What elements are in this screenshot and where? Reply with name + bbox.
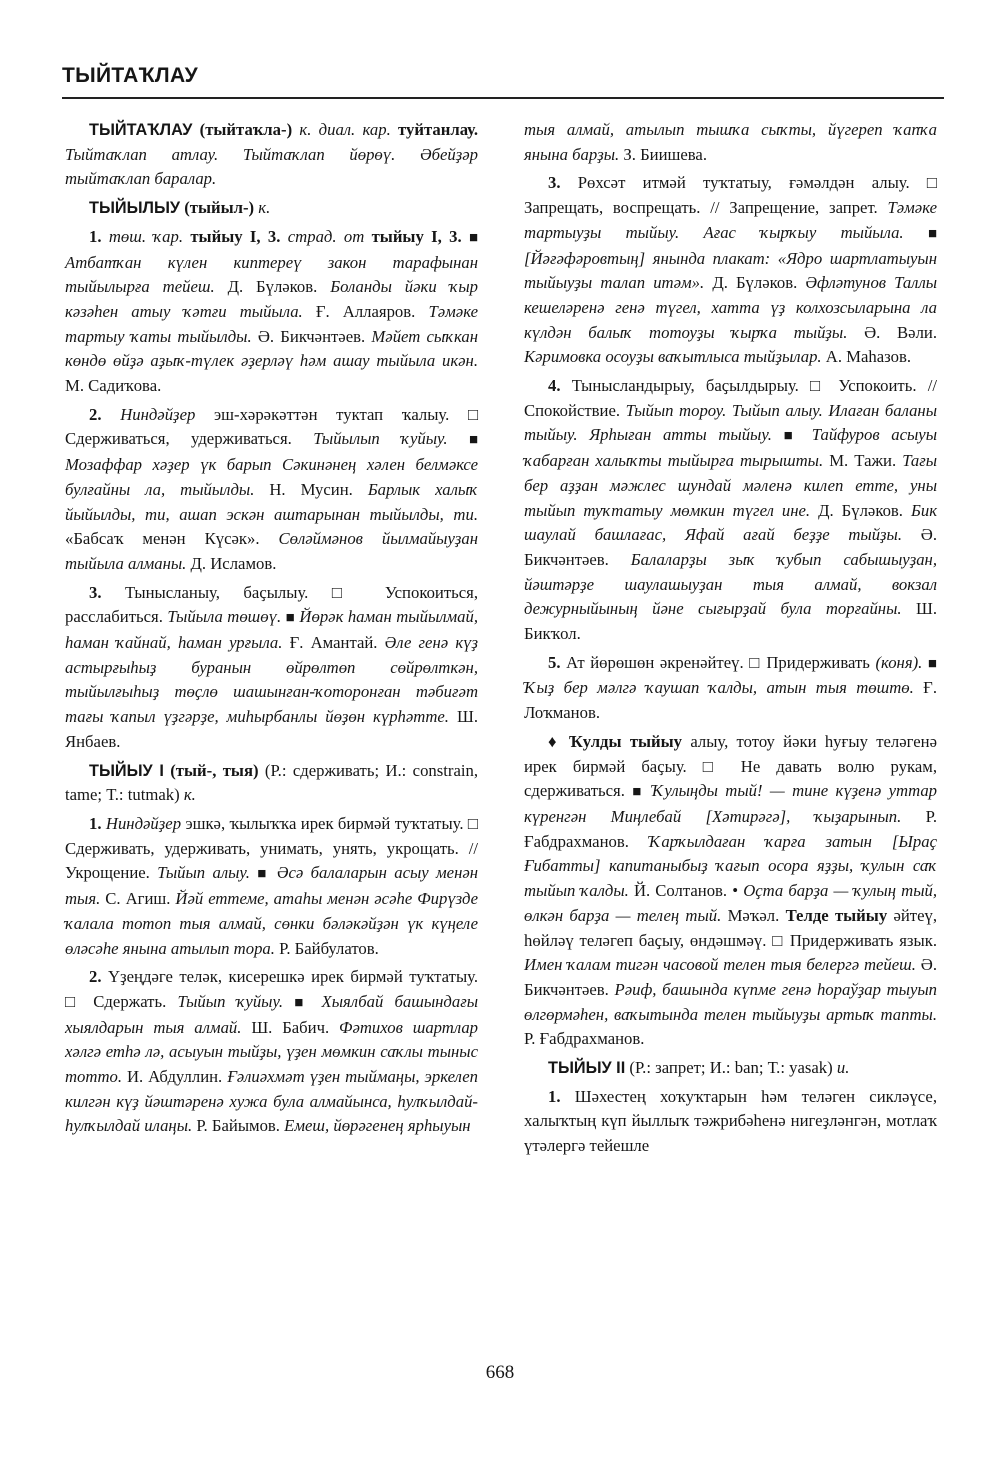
author: Д. Бүләков. bbox=[712, 273, 798, 293]
entry-tyitaklau bbox=[65, 118, 478, 192]
sense-3 bbox=[524, 171, 937, 370]
square-marker-icon: ■ bbox=[468, 432, 479, 449]
headword: ТЫЙЫУ I bbox=[89, 761, 164, 780]
example: Ҡыҙ бер мәлгә ҡаушап ҡалды, атын тыя төштө. bbox=[524, 678, 914, 698]
author: Ә. Бикчәнтәев. bbox=[524, 955, 937, 999]
author: Ғ. Лоҡманов. bbox=[524, 678, 937, 723]
author: М. Тажи. bbox=[829, 451, 897, 471]
example: Әсә балаларын асыу менән тыя. bbox=[65, 863, 479, 909]
square-marker-icon: ■ bbox=[257, 866, 270, 883]
sense-number: 2. bbox=[89, 404, 102, 424]
example: Сөләймәнов йылмайыуҙан тыйыла алманы. bbox=[65, 529, 478, 573]
example: Ҡарҡылдаған ҡарға затын [Ыраҫ Ғибатты] капитаныбыҙ ҡағып осора яҙҙы, ҡулын саҡ тыйып ҡалды. bbox=[524, 831, 937, 901]
definition: Үҙеңдәге теләк, кисерешкә ирек бирмәй туҡтатыу. bbox=[107, 967, 478, 987]
cross-ref: тыйыу I, 3. bbox=[371, 226, 462, 246]
example: Ғәлиәхмәт үҙен тыймаңы, эркелеп килгән күҙ йәштәренә хужа була алмайынса, һулҡылдай-һулҡылдай илаңы. bbox=[65, 1067, 479, 1136]
translation: □ Сдерживать, удерживать, унимать, унять, укрощать. // Укрощение. bbox=[65, 813, 479, 883]
sense-5 bbox=[524, 651, 937, 726]
example: [Йәғәфәровтың] янында плакат: «Ядро шартлатыуын тыйыуҙы талап итәм». bbox=[524, 248, 937, 293]
example: Рәиф, башында күпме генә һораўҙар тыуып өлгөрмәһен, ваҡытында телен тыйыуҙы артыҡ тапты. bbox=[524, 979, 937, 1024]
example: Тыйып тороу. Тыйып алыу. Илаған баланы тыйыу. Ярһыған атты тыйыу. bbox=[524, 400, 937, 445]
entry-tyiyu-2 bbox=[524, 1056, 937, 1081]
author: Ә. Бикчәнтәев. bbox=[257, 326, 366, 346]
sense-number: 1. bbox=[89, 226, 102, 246]
author: Ә. Бикчәнтәев. bbox=[524, 525, 938, 569]
square-marker-icon: ■ bbox=[294, 994, 311, 1011]
example: Емеш, йөрәгенең ярһыуын bbox=[284, 1116, 471, 1136]
square-marker-icon: ■ bbox=[783, 428, 801, 445]
entry-tyiyu-1 bbox=[65, 759, 478, 808]
example: Йәй еттеме, атаһы менән әсәһе Фирүзде ҡалала тотоп тыя алмай, сөнки бәләкәйҙән үк күңеле өләсәһе янына атылып тора. bbox=[65, 889, 479, 958]
example: Бик шаулай башлағас, Яфай ағай беҙҙе тыйҙы. bbox=[524, 500, 938, 545]
author: Ш. Бабич. bbox=[251, 1017, 330, 1037]
sense-number: 2. bbox=[89, 967, 102, 987]
example: Атбатҡан күлен киптереү закон тарафынан тыйылырға тейеш. bbox=[65, 252, 478, 297]
headword: ТЫЙЫУ II bbox=[548, 1059, 626, 1078]
label: страд. от bbox=[287, 226, 365, 246]
square-marker-icon: ■ bbox=[927, 655, 937, 672]
sense-number: 4. bbox=[548, 376, 561, 396]
example: Балаларҙы зыҡ ҡубып сабышыуҙан, йәштәрҙе шаулашыуҙан тыя алмай, вокзал дежурныйының йәне сығырҙай була торғайны. bbox=[524, 549, 937, 619]
translation: □ Успокоить. // Спокойствие. bbox=[524, 376, 938, 420]
label: Ниндәйҙер bbox=[120, 404, 196, 424]
example: Ҡулыңды тый! — тине күҙенә уттар күренгән Миңлебай [Хәтирәгә], ҡыҙарынып. bbox=[524, 781, 938, 826]
running-head: ТЫЙТАҠЛАУ bbox=[62, 64, 199, 87]
example: Тәмәке тартыуҙы тыйыу. Ағас ҡырҡыу тыйыла. bbox=[524, 198, 937, 242]
translation: □ Не давать волю рукам, сдерживаться. bbox=[524, 756, 937, 801]
example: Әфләтунов Таллы кешеләренә генә түгел, хатта үҙ колхозсыларына ла күлдән балыҡ тотоуҙы ҡырҡа тыйҙы. bbox=[524, 273, 938, 342]
bullet-marker-icon: • bbox=[732, 881, 739, 901]
example: Боланды йәки ҡыр кәзәһен атыу ҡәтғи тыйыла. bbox=[65, 277, 479, 321]
example: Хыялбай башындағы хыялдарын тыя алмай. bbox=[65, 991, 479, 1037]
sense-number: 5. bbox=[548, 652, 561, 672]
sense-4 bbox=[524, 374, 937, 647]
example: Әле генә күҙ астырғыһыҙ буранын өйрөлтөп сөйрөлткән, тыйылғыһыҙ төҫлө шашынған-ҡоторонған тәбиғәт тағы ҡапыл үҙгәрҙе, миһырбанлы йөҙөн күрһәтте. bbox=[65, 633, 478, 727]
cross-ref: тыйыу I, 3. bbox=[190, 226, 281, 246]
example: Йөрәк һаман тыйылмай, һаман ҡайнай, һаман урғыла. bbox=[65, 607, 479, 653]
sense-1 bbox=[65, 812, 478, 961]
example: Тыйыла төшөү. bbox=[167, 607, 282, 627]
definition: әйтеү, һөйләү теләгеп баҫыу, өндәшмәү. bbox=[524, 905, 938, 950]
sense-2 bbox=[65, 403, 478, 577]
translation: □ Сдержать. bbox=[65, 991, 167, 1011]
example: Тәмәке тартыу ҡаты тыйылды. bbox=[65, 301, 478, 346]
author: Н. Мусин. bbox=[269, 479, 353, 499]
author: М. Садиҡова. bbox=[65, 376, 162, 396]
grammar: (тыйтаҡла-) bbox=[199, 120, 293, 139]
diamond-marker-icon: ♦ bbox=[548, 731, 561, 751]
sense-1 bbox=[65, 225, 478, 399]
example: Мәйет сыҡкан көндө өйҙә аҙыҡ-түлек әҙерләү һәм ашау тыйыла икән. bbox=[65, 326, 479, 371]
phrase-headword: Ҡулды тыйыу bbox=[568, 731, 683, 751]
label: и. bbox=[836, 1058, 850, 1078]
author: Р. Ғабдрахманов. bbox=[524, 806, 937, 851]
translation: □ Придерживать язык. bbox=[772, 930, 937, 950]
example: Тайфуров асыуы ҡабарған халыҡты тыйырға тырышты. bbox=[524, 425, 938, 471]
label: к. bbox=[258, 198, 271, 218]
sense-1 bbox=[524, 1085, 937, 1159]
author: Д. Бүләков. bbox=[227, 277, 318, 297]
author: Д. Исламов. bbox=[190, 553, 277, 573]
definition: Тынысланыу, баҫылыу. bbox=[125, 582, 309, 602]
headword: ТЫЙЫЛЫУ bbox=[89, 199, 181, 218]
author: Р. Ғабдрахманов. bbox=[524, 1029, 645, 1049]
example: Барлык халыҡ йыйылды, ти, ашап эскән аштарынан тыйылды, ти. bbox=[65, 479, 478, 524]
author: Ғ. Амантай. bbox=[289, 633, 378, 653]
author: Ш. Бикҡол. bbox=[524, 599, 938, 644]
author: С. Агиш. bbox=[105, 889, 171, 909]
sense-number: 1. bbox=[89, 813, 102, 833]
author: «Бабсаҡ менән Күсәк». bbox=[65, 529, 260, 549]
example: Фәтихов шартлар хәлгә етһә лә, асыуын тыйҙы, үҙен мөмкин саҡлы тыныс тотто. bbox=[65, 1017, 479, 1087]
author: Р. Байбулатов. bbox=[279, 938, 379, 958]
definition: Рөхсәт итмәй туҡтатыу, ғәмәлдән алыу. bbox=[577, 173, 910, 193]
translation: □ Запрещать, воспрещать. // Запрещение, запрет. bbox=[524, 173, 938, 218]
headword: ТЫЙТАҠЛАУ bbox=[89, 121, 193, 139]
label: к. диал. кар. bbox=[299, 120, 391, 139]
phrase-headword: Телде тыйыу bbox=[785, 905, 888, 925]
author: Ғ. Аллаяров. bbox=[315, 301, 416, 321]
entry-tyiylyu bbox=[65, 196, 478, 221]
synonym: туйтанлау. bbox=[398, 120, 479, 139]
square-marker-icon: ■ bbox=[927, 225, 937, 242]
equivalents: (Р.: запрет; И.: ban; Т.: yasak) bbox=[629, 1058, 833, 1078]
translation: □ Придерживать bbox=[749, 652, 870, 672]
label: Ниндәйҙер bbox=[105, 813, 182, 833]
author: Д. Бүләков. bbox=[818, 500, 903, 520]
square-marker-icon: ■ bbox=[632, 784, 645, 801]
author: З. Биишева. bbox=[623, 144, 708, 164]
label: төш. ҡар. bbox=[108, 226, 184, 246]
continuation bbox=[524, 118, 937, 167]
author: И. Абдуллин. bbox=[126, 1067, 223, 1087]
example: Имен ҡалам тигән часовой телен тыя белергә тейеш. bbox=[524, 955, 916, 975]
definition: Тынысландырыу, баҫылдырыу. bbox=[571, 376, 799, 396]
right-column bbox=[524, 118, 937, 1163]
sense-3 bbox=[65, 581, 478, 755]
author: Ш. Янбаев. bbox=[65, 707, 478, 751]
example: Тыйып алыу. bbox=[157, 863, 250, 883]
example: Кәримовка осоуҙы ваҡытлыса тыйҙылар. bbox=[524, 347, 822, 367]
phraseology bbox=[524, 730, 937, 1052]
author: Ә. Вәли. bbox=[864, 322, 937, 342]
equivalents: (Р.: сдерживать; И.: constrain, tame; Т.: tutmak) bbox=[65, 760, 479, 805]
grammar: (тый-, тыя) bbox=[170, 760, 259, 780]
proverb: Оҫта барҙа — ҡулың тый, өлкән барҙа — телең тый. bbox=[524, 881, 938, 925]
definition: эш-хәрәкәттән туктап ҡалыу. bbox=[214, 404, 450, 424]
example: Тағы бер аҙҙан мәжлес шундай мәленә килеп етте, уны тыйып туҡтатыу мөмкин түгел ине. bbox=[524, 451, 938, 520]
author: Мәҡәл. bbox=[727, 905, 780, 925]
sense-number: 1. bbox=[548, 1086, 561, 1106]
example: Тыйып ҡуйыу. bbox=[177, 991, 283, 1011]
example: Мозаффар хәҙер үк барып Сәкинәнең хәлен белмәксе булғайны ла, тыйылды. bbox=[65, 455, 478, 499]
sense-number: 3. bbox=[89, 582, 102, 602]
translation: □ Успокоиться, расслабиться. bbox=[65, 582, 479, 627]
translation: □ Сдерживаться, удерживаться. bbox=[65, 404, 479, 449]
sense-2 bbox=[65, 965, 478, 1139]
left-column bbox=[65, 118, 478, 1143]
definition: эшкә, ҡылыҡҡа ирек бирмәй туҡтатыу. bbox=[185, 813, 464, 833]
definition: алыу, тотоу йәки һуғыу теләгенә ирек бирмәй баҫыу. bbox=[524, 731, 938, 776]
example: тыя алмай, атылып тышҡа сыҡты, йүгереп ҡапҡа янына барҙы. bbox=[524, 120, 937, 164]
grammar: (тыйыл-) bbox=[184, 198, 255, 218]
sense-number: 3. bbox=[548, 173, 561, 193]
square-marker-icon: ■ bbox=[285, 610, 295, 627]
label: к. bbox=[183, 785, 196, 805]
label: (коня). bbox=[875, 652, 923, 672]
square-marker-icon: ■ bbox=[469, 229, 479, 246]
author: Р. Байымов. bbox=[196, 1116, 280, 1136]
definition: Ат йөрөшөн әкренәйтеү. bbox=[566, 652, 744, 672]
page-number: 668 bbox=[485, 1362, 515, 1383]
author: А. Маһазов. bbox=[825, 347, 912, 367]
author: Й. Солтанов. bbox=[633, 881, 728, 901]
header-rule bbox=[62, 97, 944, 99]
definition: Шәхестең хоҡуҡтарын һәм теләген сикләүсе, халыҡтың күп йыллыҡ тәжрибәһенә нигеҙләнгән, мотлаҡ үтәлергә тейешле bbox=[524, 1086, 937, 1156]
example: Тыйылып ҡуйыу. bbox=[313, 429, 448, 449]
example: Тыйтаҡлап атлау. Тыйтаҡлап йөрөү. Әбейҙәр тыйтаҡлап баралар. bbox=[65, 144, 478, 189]
